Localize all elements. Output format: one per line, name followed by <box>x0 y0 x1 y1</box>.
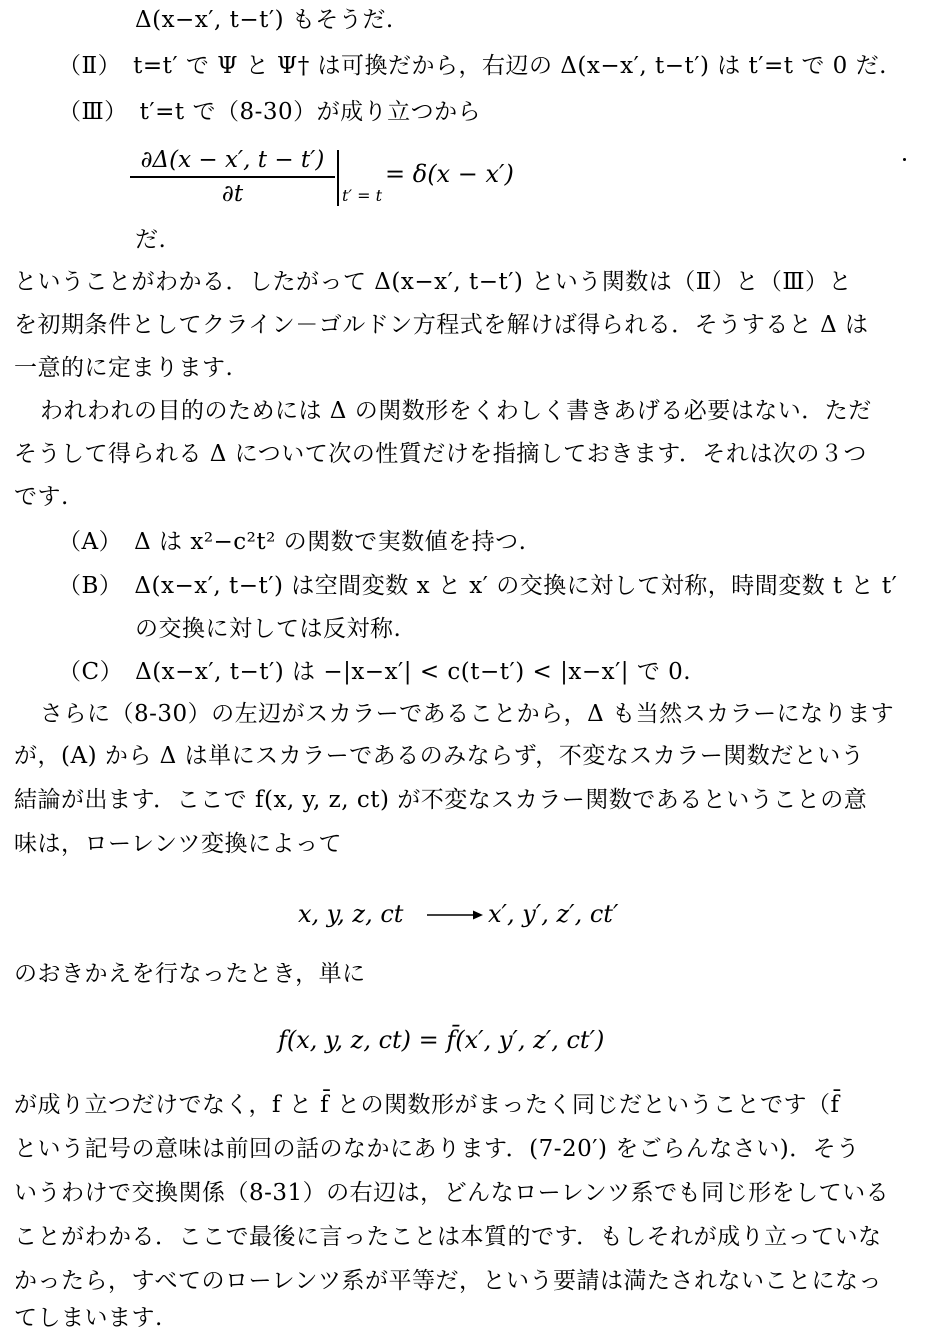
text-line: のおきかえを行なったとき，単に <box>14 961 366 987</box>
right-arrow-icon <box>427 909 483 921</box>
text-line: ということがわかる．したがって Δ(x−x′, t−t′) という関数は（Ⅱ）と（Ⅲ）と <box>14 269 853 295</box>
text-line: 一意的に定まります. <box>14 355 234 381</box>
stray-mark <box>903 158 906 161</box>
text-line: の交換に対しては反対称. <box>135 616 402 642</box>
evaluation-bar <box>337 150 339 206</box>
text-line: （Ⅲ） t′=t で（8-30）が成り立つから <box>58 99 482 125</box>
transform-left: x, y, z, ct <box>298 900 404 928</box>
invariance-equation: f(x, y, z, ct) = f̄(x′, y′, z′, ct′) <box>278 1026 605 1054</box>
text-line: さらに（8-30）の左辺がスカラーであることから，Δ も当然スカラーになります <box>40 701 895 727</box>
text-line: われわれの目的のためには Δ の関数形をくわしく書きあげる必要はない．ただ <box>40 398 872 424</box>
fraction-numerator: ∂Δ(x − x′, t − t′) <box>140 147 325 173</box>
transform-right: x′, y′, z′, ct′ <box>488 900 619 928</box>
text-line: かったら，すべてのローレンツ系が平等だ，という要請は満たされないことになっ <box>14 1268 883 1294</box>
fraction-bar <box>130 176 335 178</box>
text-line: いうわけで交換関係（8-31）の右辺は，どんなローレンツ系でも同じ形をしている <box>14 1180 890 1206</box>
text-line: Δ(x−x′, t−t′) もそうだ. <box>135 7 394 33</box>
text-line: 結論が出ます．ここで f(x, y, z, ct) が不変なスカラー関数であるということの意 <box>14 787 868 813</box>
text-line: （C） Δ(x−x′, t−t′) は −|x−x′| < c(t−t′) < |x−x′| で 0. <box>58 659 692 685</box>
text-line: ことがわかる．ここで最後に言ったことは本質的です．もしそれが成り立っていな <box>14 1224 882 1250</box>
fraction-denominator: ∂t <box>221 181 244 207</box>
evaluation-subscript: t′ = t <box>342 186 383 205</box>
text-line: を初期条件としてクライン－ゴルドン方程式を解けば得られる．そうすると Δ は <box>14 312 869 338</box>
text-line: です. <box>14 484 69 510</box>
text-line: （A） Δ は x²−c²t² の関数で実数値を持つ. <box>58 529 527 555</box>
text-line: （Ⅱ） t=t′ で Ψ と Ψ† は可換だから，右辺の Δ(x−x′, t−t′) は t′=t で 0 だ. <box>58 53 887 79</box>
text-line: が，(A) から Δ は単にスカラーであるのみならず，不変なスカラー関数だという <box>14 743 865 769</box>
text-line: が成り立つだけでなく，f と f̄ との関数形がまったく同じだということです（f̄ <box>14 1092 840 1118</box>
text-line: だ. <box>135 227 167 253</box>
derivative-fraction <box>130 146 335 208</box>
fraction-rhs: = δ(x − x′) <box>385 160 514 188</box>
text-line: そうして得られる Δ について次の性質だけを指摘しておきます．それは次の３つ <box>14 441 867 467</box>
text-line: 味は，ローレンツ変換によって <box>14 831 342 857</box>
text-line: という記号の意味は前回の話のなかにあります．(7-20′) をごらんなさい)．そう <box>14 1136 860 1162</box>
text-line: てしまいます. <box>14 1305 163 1331</box>
text-line: （B） Δ(x−x′, t−t′) は空間変数 x と x′ の交換に対して対称，時間変数 t と t′ <box>58 573 898 599</box>
